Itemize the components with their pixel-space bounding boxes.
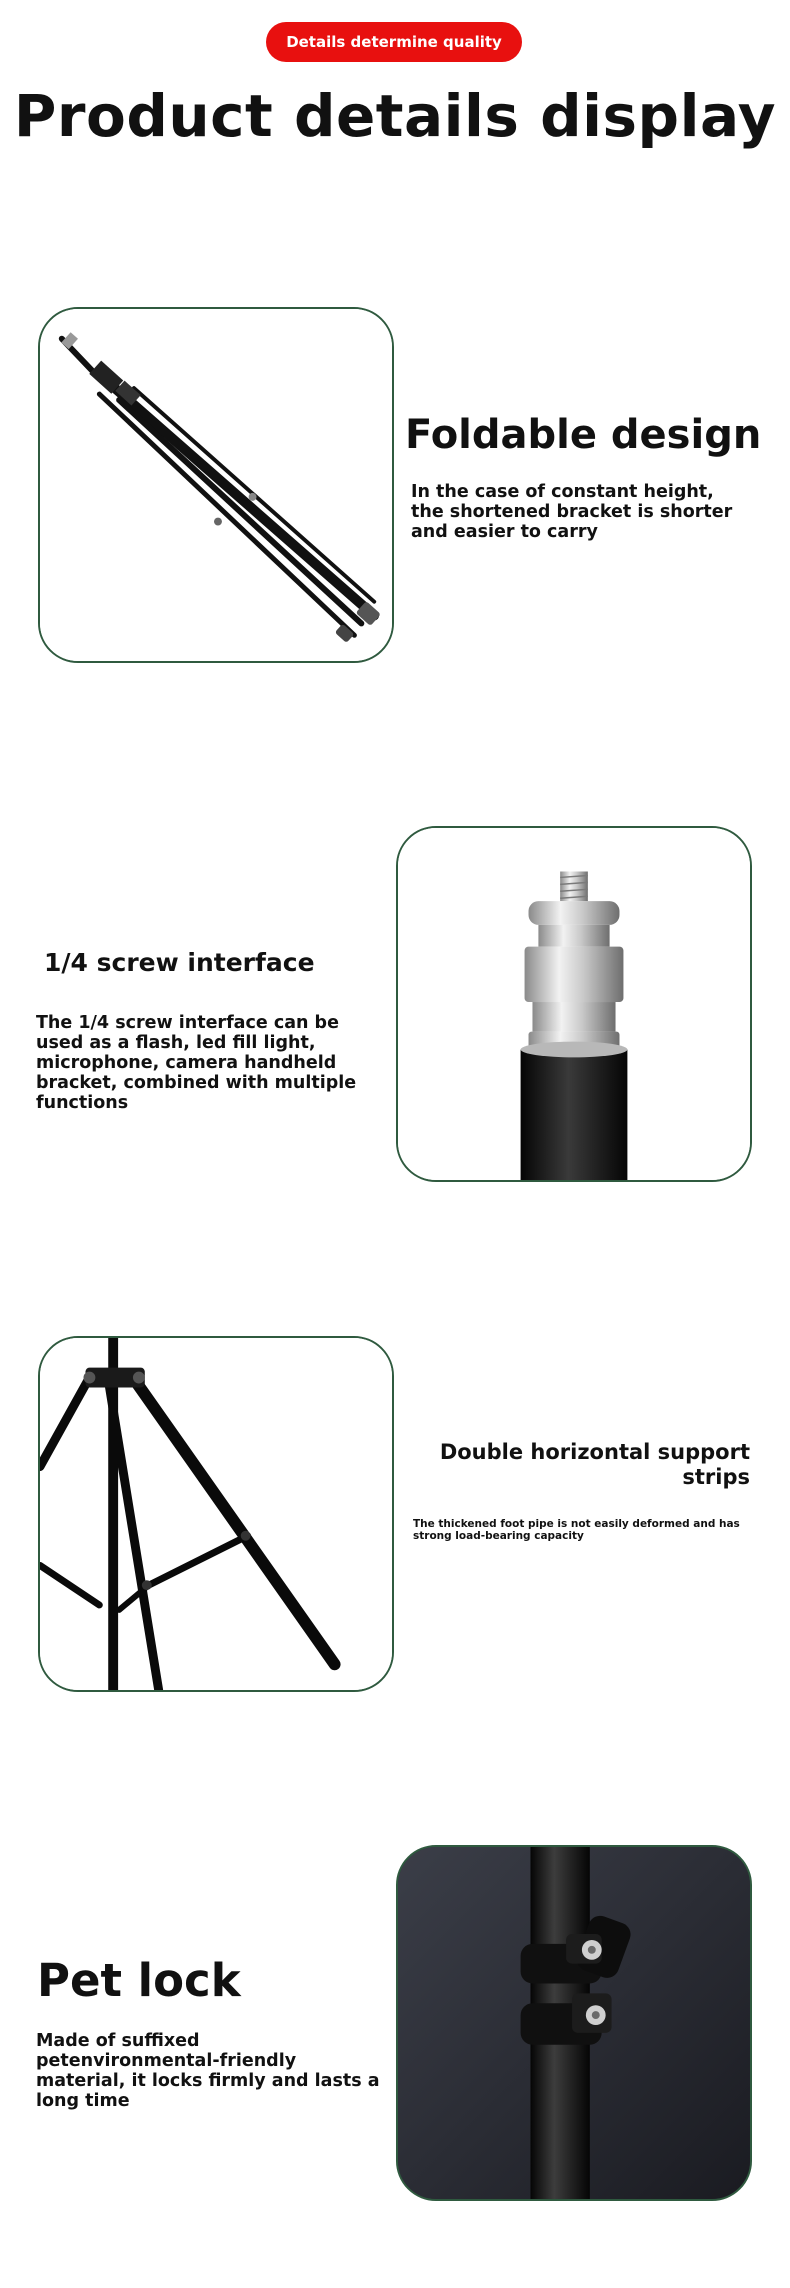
screw-mount-icon: [398, 828, 750, 1180]
feature-description: The 1/4 screw interface can be used as a flash, led fill light, microphone, camera handheld bracket, combined with multiple functions: [36, 1013, 357, 1113]
feature-description: Made of suffixed petenvironmental-friendly material, it locks firmly and lasts a long time: [36, 2031, 380, 2111]
tripod-legs-icon: [40, 1338, 392, 1690]
quality-badge: Details determine quality: [266, 22, 522, 62]
feature-title: Foldable design: [405, 412, 762, 458]
page-title: Product details display: [13, 82, 777, 150]
feature-description: The thickened foot pipe is not easily deformed and has strong load-bearing capacity: [413, 1518, 740, 1542]
tripod-legs-image: [38, 1336, 394, 1692]
folded-tripod-image: [38, 307, 394, 663]
screw-mount-image: [396, 826, 752, 1182]
feature-title: Pet lock: [37, 1954, 241, 2007]
lock-knob-icon: [398, 1847, 750, 2199]
feature-title: Double horizontal support strips: [439, 1440, 750, 1489]
folded-tripod-icon: [40, 309, 392, 661]
feature-description: In the case of constant height, the shortened bracket is shorter and easier to carry: [411, 482, 733, 542]
lock-knob-image: [396, 1845, 752, 2201]
feature-title: 1/4 screw interface: [44, 948, 315, 977]
